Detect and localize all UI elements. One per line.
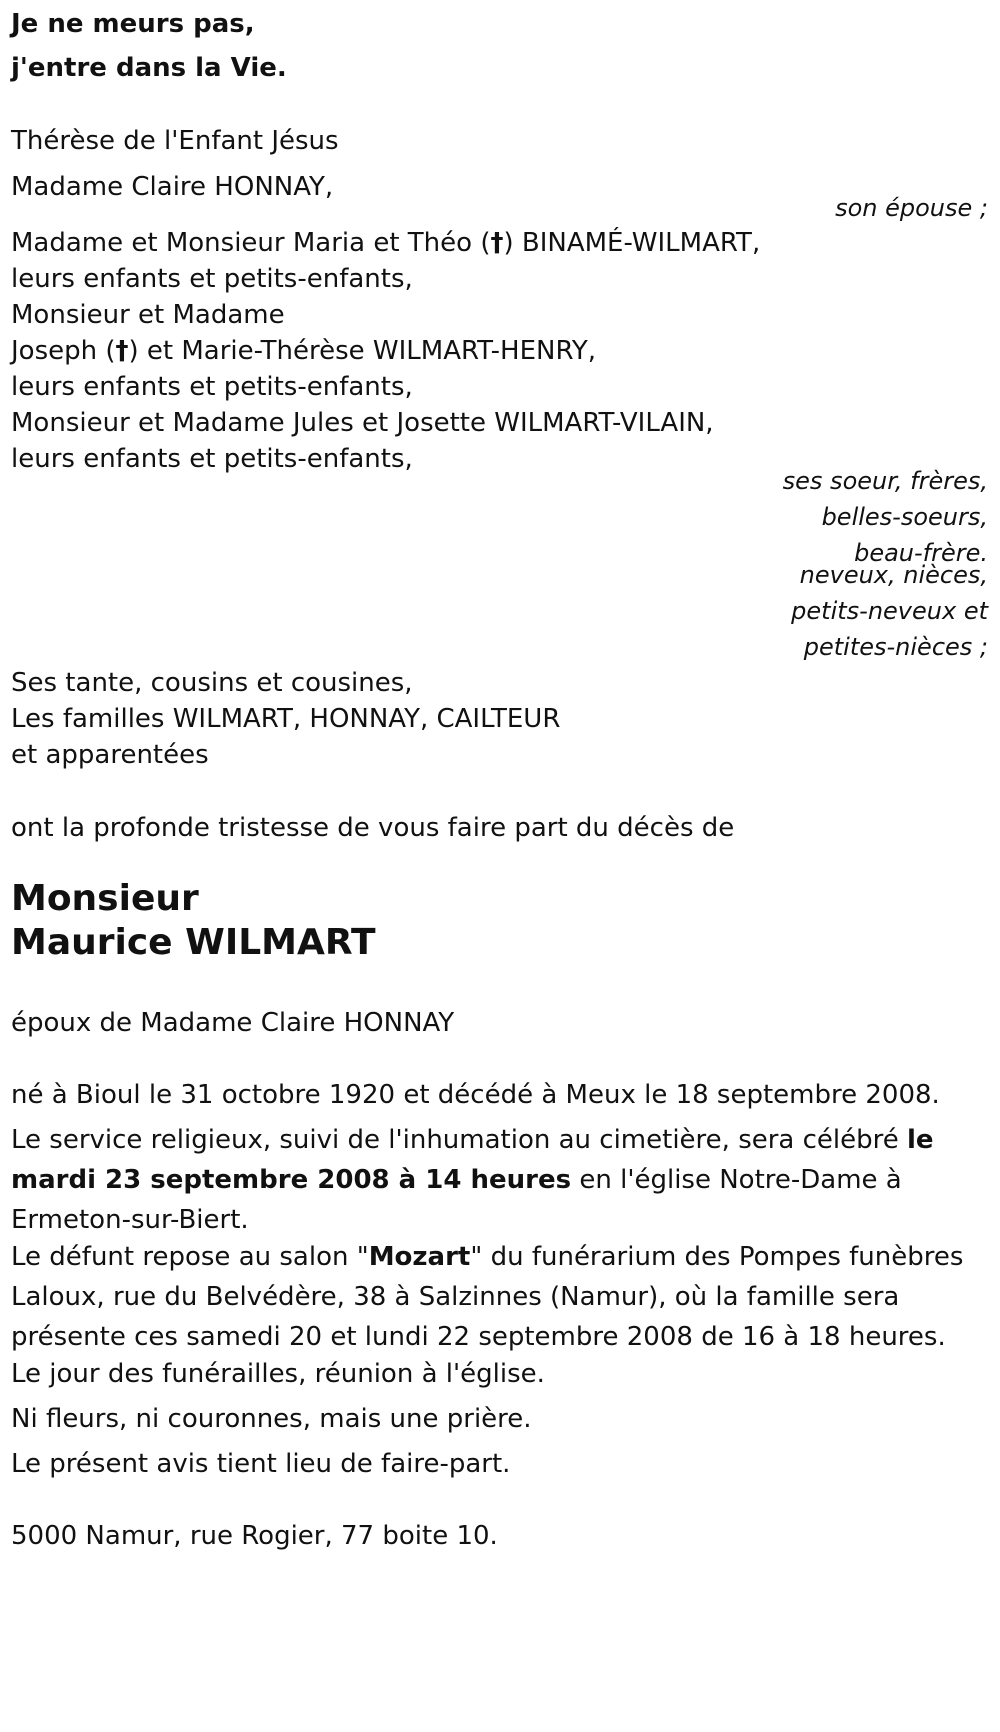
- deceased-title: Monsieur: [11, 878, 199, 919]
- service-date: le mardi 23 septembre 2008 à 14 heures: [11, 1125, 934, 1195]
- quote-author: Thérèse de l'Enfant Jésus: [11, 126, 339, 156]
- sibling-henry: Joseph (†) et Marie-Thérèse WILMART-HENRY,: [11, 336, 597, 366]
- service-paragraph: Le service religieux, suivi de l'inhumation au cimetière, sera célébré le mardi 23 septembre 2008 à 14 heures en l'église Notre-Dame à Ermeton-sur-Biert.: [11, 1125, 934, 1235]
- spouse-role: son épouse ;: [835, 194, 988, 222]
- announcement: ont la profonde tristesse de vous faire part du décès de: [11, 813, 735, 843]
- sibling-binamé: Madame et Monsieur Maria et Théo (†) BINAMÉ-WILMART,: [11, 228, 761, 258]
- nephews-role-2: petits-neveux et: [791, 597, 988, 625]
- siblings-role-3: beau-frère.: [854, 539, 988, 567]
- extended-family-2: Les familles WILMART, HONNAY, CAILTEUR: [11, 704, 561, 734]
- cross-icon: †: [115, 336, 129, 366]
- spouse-name: Madame Claire HONNAY,: [11, 172, 334, 202]
- address: 5000 Namur, rue Rogier, 77 boite 10.: [11, 1521, 498, 1551]
- deceased-name: Maurice WILMART: [11, 922, 376, 963]
- quote-line-2: j'entre dans la Vie.: [11, 53, 287, 83]
- sibling-vilain: Monsieur et Madame Jules et Josette WILMART-VILAIN,: [11, 408, 714, 438]
- siblings-role-2: belles-soeurs,: [821, 503, 988, 531]
- funeral-day: Le jour des funérailles, réunion à l'église.: [11, 1359, 545, 1389]
- extended-family-1: Ses tante, cousins et cousines,: [11, 668, 413, 698]
- quote-line-1: Je ne meurs pas,: [11, 9, 255, 39]
- deceased-spouse-line: époux de Madame Claire HONNAY: [11, 1008, 455, 1038]
- extended-family-3: et apparentées: [11, 740, 209, 770]
- sibling-henry-children: leurs enfants et petits-enfants,: [11, 372, 413, 402]
- nephews-role-1: neveux, nièces,: [799, 561, 988, 589]
- notice-note: Le présent avis tient lieu de faire-part.: [11, 1449, 511, 1479]
- salon-name: Mozart: [368, 1242, 471, 1272]
- cross-icon: †: [490, 228, 504, 258]
- sibling-binamé-children: leurs enfants et petits-enfants,: [11, 264, 413, 294]
- siblings-role-1: ses soeur, frères,: [782, 467, 988, 495]
- nephews-role-3: petites-nièces ;: [803, 633, 988, 661]
- birth-death: né à Bioul le 31 octobre 1920 et décédé à Meux le 18 septembre 2008.: [11, 1080, 940, 1110]
- rest-paragraph: Le défunt repose au salon "Mozart" du funérarium des Pompes funèbres Laloux, rue du Belvédère, 38 à Salzinnes (Namur), où la famille sera présente ces samedi 20 et lundi 22 septembre 2008 de 16 à 18 heures.: [11, 1242, 964, 1352]
- sibling-henry-title: Monsieur et Madame: [11, 300, 285, 330]
- sibling-vilain-children: leurs enfants et petits-enfants,: [11, 444, 413, 474]
- flowers-note: Ni fleurs, ni couronnes, mais une prière.: [11, 1404, 532, 1434]
